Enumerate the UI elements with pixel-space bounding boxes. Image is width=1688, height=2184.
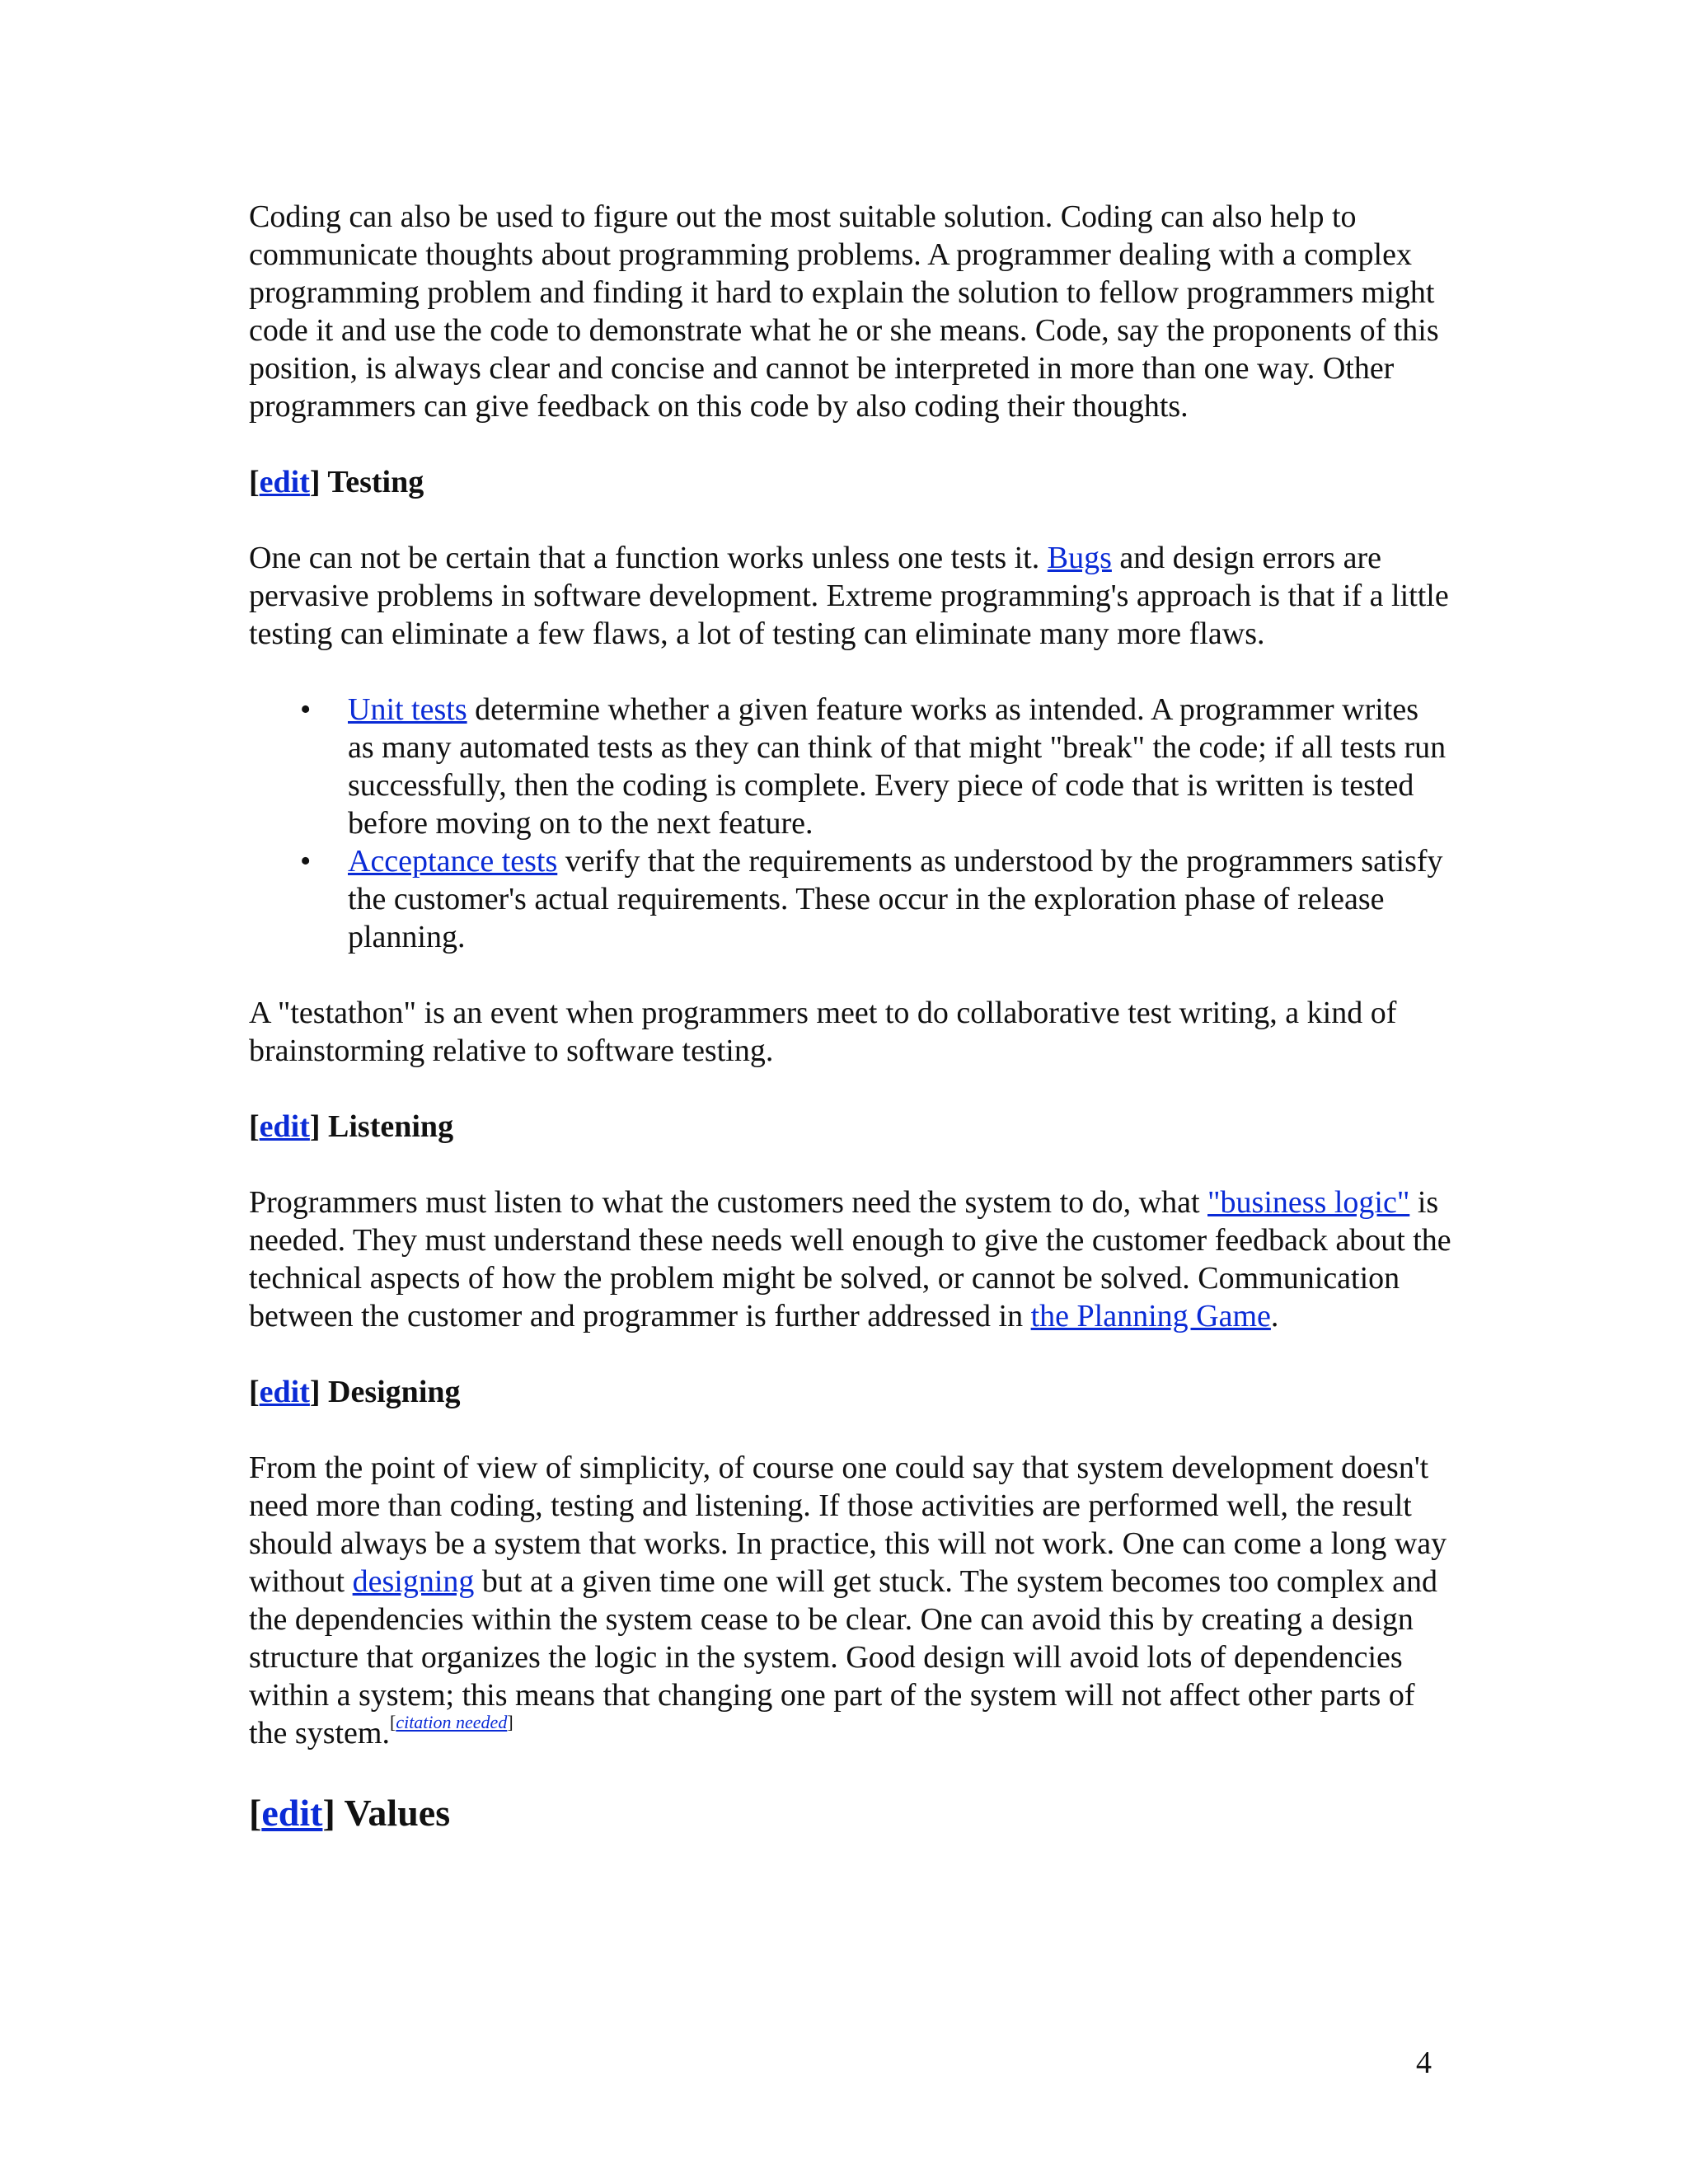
section-title-listening: Listening [328, 1109, 454, 1144]
designing-paragraph [249, 1449, 1452, 1752]
testathon-paragraph: A "testathon" is an event when programmers meet to do collaborative test writing, a kind of brainstorming relative to software testing. [249, 996, 1397, 1068]
section-title-testing: Testing [327, 465, 424, 499]
citation-needed [390, 1712, 513, 1732]
bracket-close: ] [322, 1792, 335, 1834]
edit-link-values[interactable]: edit [261, 1792, 323, 1834]
spacer [249, 425, 1452, 463]
acceptance-tests-text: verify that the requirements as understood by the programmers satisfy the customer's actual requirements. These occur in the exploration phase of release planning. [348, 844, 1443, 954]
list-item [300, 691, 1452, 842]
edit-link-testing[interactable]: edit [259, 465, 310, 499]
spacer [249, 1070, 1452, 1108]
unit-tests-link[interactable]: Unit tests [348, 692, 467, 727]
spacer [249, 1411, 1452, 1449]
edit-link-listening[interactable]: edit [259, 1109, 310, 1144]
spacer [249, 501, 1452, 539]
testing-paragraph [249, 539, 1452, 653]
spacer [249, 1752, 1452, 1790]
section-heading-values [249, 1790, 1452, 1836]
page-number: 4 [1416, 2046, 1432, 2080]
bullet-icon: • [300, 692, 312, 727]
bracket-open: [ [249, 465, 260, 499]
listening-text-b: is needed. They must understand these needs well enough to give the customer feedback about the technical aspects of how the problem might be solved, or cannot be solved. Communication between the customer and programmer is further addressed in [249, 1185, 1451, 1333]
listening-text-a: Programmers must listen to what the customers need the system to do, what [249, 1185, 1208, 1220]
section-heading-listening [249, 1108, 1452, 1146]
document-page [249, 198, 1452, 1836]
listening-text-c: . [1270, 1299, 1279, 1333]
bracket-open: [ [249, 1792, 262, 1834]
acceptance-tests-link[interactable]: Acceptance tests [348, 844, 558, 879]
bracket-close: ] [309, 1375, 321, 1409]
designing-text-a: From the point of view of simplicity, of course one could say that system development doesn't need more than coding, testing and listening. If those activities are performed well, the result should always be a system that works. In practice, this will not work. One can come a long way without [249, 1451, 1447, 1599]
listening-paragraph [249, 1183, 1452, 1335]
testing-text-a: One can not be certain that a function works unless one tests it. [249, 541, 1048, 575]
unit-tests-text: determine whether a given feature works as intended. A programmer writes as many automated tests as they can think of that might "break" the code; if all tests run successfully, then the coding is complete. Every piece of code that is written is tested before moving on to the next feature. [348, 692, 1447, 841]
business-logic-link[interactable]: "business logic" [1207, 1185, 1410, 1220]
coding-paragraph: Coding can also be used to figure out the most suitable solution. Coding can also help to communicate thoughts about programming problems. A programmer dealing with a complex programming problem and finding it hard to explain the solution to fellow programmers might code it and use the code to demonstrate what he or she means. Code, say the proponents of this position, is always clear and concise and cannot be interpreted in more than one way. Other programmers can give feedback on this code by also coding their thoughts. [249, 199, 1439, 424]
spacer [249, 653, 1452, 691]
section-title-values: Values [344, 1792, 451, 1834]
bracket-close: ] [309, 1109, 321, 1144]
spacer [249, 1146, 1452, 1183]
bracket-open: [ [249, 1375, 260, 1409]
section-title-designing: Designing [328, 1375, 461, 1409]
cite-bracket-open: [ [389, 1712, 396, 1732]
spacer [249, 1335, 1452, 1373]
citation-needed-link[interactable]: citation needed [396, 1712, 508, 1732]
testing-bullet-list [249, 691, 1452, 956]
section-heading-testing [249, 463, 1452, 501]
designing-text-b: but at a given time one will get stuck. The system becomes too complex and the dependencies within the system cease to be clear. One can avoid this by creating a design structure that organizes the logic in the system. Good design will avoid lots of dependencies within a system; this means that changing one part of the system will not affect other parts of the system. [249, 1564, 1437, 1750]
bugs-link[interactable]: Bugs [1047, 541, 1112, 575]
edit-link-designing[interactable]: edit [259, 1375, 310, 1409]
bracket-close: ] [309, 465, 321, 499]
bracket-open: [ [249, 1109, 260, 1144]
designing-link[interactable]: designing [352, 1564, 475, 1599]
list-item [300, 842, 1452, 956]
testing-text-b: and design errors are pervasive problems in software development. Extreme programming's approach is that if a little testing can eliminate a few flaws, a lot of testing can eliminate many more flaws. [249, 541, 1449, 651]
cite-bracket-close: ] [507, 1712, 513, 1732]
section-heading-designing [249, 1373, 1452, 1411]
planning-game-link[interactable]: the Planning Game [1030, 1299, 1271, 1333]
spacer [249, 956, 1452, 994]
bullet-icon: • [300, 844, 312, 879]
